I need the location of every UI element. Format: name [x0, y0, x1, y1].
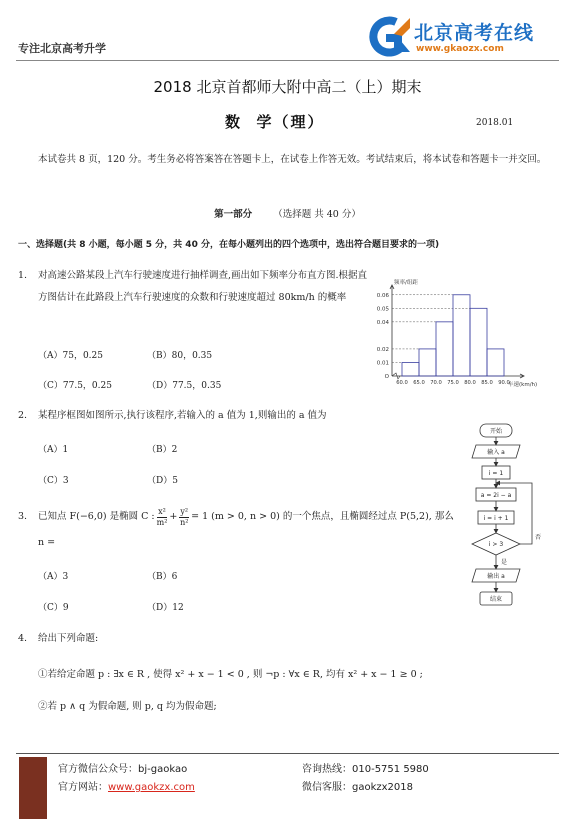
question-text-part1: 已知点 F(−6,0) 是椭圆 C : [38, 511, 155, 522]
part-desc: （选择题 共 40 分） [273, 209, 361, 220]
exam-title: 2018 北京首都师大附中高二（上）期末 [153, 78, 422, 96]
footer-accent-block [19, 757, 47, 819]
histogram-xlabel: 车速(km/h) [508, 382, 538, 388]
question-4 [18, 628, 418, 650]
option-c: （C）77.5，0.25 [38, 381, 112, 391]
proposition-1: ①若给定命题 p : ∃x ∈ R , 使得 x² + x − 1 < 0 , 则 ¬p : ∀x ∈ R, 均有 x² + x − 1 ≥ 0 ; [38, 669, 423, 680]
flow-cond-label: i > 3 [488, 541, 504, 548]
option-a: （A）1 [38, 445, 69, 455]
footer-divider [16, 753, 559, 754]
y-tick-label: 0.01 [376, 360, 389, 367]
histogram-bar [402, 362, 419, 376]
question-text: 对高速公路某段上汽车行驶速度进行抽样调查,画出如下频率分布直方图.根据直方图估计在此路段上汽车行驶速度的众数和行驶速度超过 80km/h 的概率 [38, 270, 368, 303]
section-heading: 一、选择题(共 8 小题，每小题 5 分，共 40 分，在每小题列出的四个选项中，选出符合题目要求的一项) [18, 240, 440, 250]
proposition-2: ②若 p ∧ q 为假命题, 则 p, q 均为假命题; [38, 701, 217, 712]
histogram-bar [453, 295, 470, 376]
histogram-grid [392, 295, 470, 363]
question-text: 给出下列命题: [38, 633, 99, 644]
histogram-x-ticks [396, 380, 510, 386]
flow-yes-label: 是 [500, 559, 508, 566]
frac1-numerator: x² [158, 506, 166, 516]
histogram-bar [419, 349, 436, 376]
program-flowchart [458, 420, 558, 615]
x-tick-label: 85.0 [481, 380, 493, 386]
question-number: 1. [18, 270, 28, 281]
part-heading [0, 206, 575, 220]
question-number: 3. [18, 511, 28, 522]
option-c: （C）9 [38, 603, 69, 613]
option-d: （D）5 [147, 476, 178, 486]
flow-end-label: 结束 [489, 596, 503, 603]
footer-hotline: 咨询热线：010-5751 5980 [302, 764, 429, 775]
option-d: （D）12 [147, 603, 184, 613]
flow-input-label: 输入 a [487, 449, 505, 456]
footer-site-label: 官方网站： [58, 782, 108, 793]
logo-url: www.gkaozx.com [416, 44, 504, 54]
plus-sign: + [169, 511, 178, 522]
y-origin-label: O [384, 374, 389, 380]
option-b: （B）2 [147, 445, 178, 455]
footer-wechat: 官方微信公众号：bj-gaokao [58, 764, 188, 775]
flow-no-label: 否 [534, 534, 542, 541]
y-tick-label: 0.04 [376, 319, 389, 326]
histogram-bar [436, 322, 453, 376]
y-tick-label: 0.05 [376, 306, 389, 313]
question-3-continuation: n = [38, 537, 56, 548]
question-2 [18, 405, 448, 427]
x-tick-label: 70.0 [430, 380, 442, 386]
flow-incr-label: i = i + 1 [483, 515, 509, 522]
question-number: 4. [18, 633, 28, 644]
flow-output-label: 输出 a [487, 573, 505, 580]
question-number: 2. [18, 410, 28, 421]
frequency-histogram [358, 272, 558, 392]
header-divider [16, 60, 559, 61]
question-1 [18, 265, 368, 345]
x-tick-label: 90.0 [498, 380, 510, 386]
question-text-part2: = 1 (m > 0, n > 0) 的一个焦点，且椭圆经过点 P(5,2), 那么 [191, 511, 454, 522]
exam-date: 2018.01 [476, 118, 514, 128]
instructions: 本试卷共 8 页，120 分。考生务必将答案答在答题卡上，在试卷上作答无效。考试结束后，将本试卷和答题卡一并交回。 [38, 154, 547, 165]
exam-subtitle: 数 学（理） [225, 113, 325, 131]
x-tick-label: 65.0 [413, 380, 425, 386]
flow-init-label: i = 1 [488, 470, 504, 477]
site-logo[interactable] [366, 14, 561, 64]
question-3 [18, 506, 458, 532]
frac1-denominator: m² [156, 517, 168, 527]
footer-site [58, 778, 195, 793]
option-b: （B）80，0.35 [147, 351, 213, 361]
frac2-denominator: n² [180, 517, 189, 527]
histogram-ylabel: 频率/组距 [394, 280, 418, 286]
y-tick-label: 0.06 [376, 292, 389, 299]
header-tagline: 专注北京高考升学 [18, 42, 106, 55]
flow-assign-label: a = 2i − a [480, 492, 512, 499]
x-tick-label: 80.0 [464, 380, 476, 386]
logo-mark-icon [366, 16, 412, 58]
option-a: （A）75，0.25 [38, 351, 103, 361]
flow-start-label: 开始 [489, 428, 503, 435]
histogram-bars [402, 295, 504, 376]
y-tick-label: 0.02 [376, 346, 389, 353]
logo-text: 北京高考在线 [414, 22, 535, 44]
x-tick-label: 75.0 [447, 380, 459, 386]
x-tick-label: 60.0 [396, 380, 408, 386]
question-text: 某程序框图如图所示,执行该程序,若输入的 a 值为 1,则输出的 a 值为 [38, 410, 327, 421]
part-label: 第一部分 [214, 209, 253, 220]
footer-service: 微信客服：gaokzx2018 [302, 782, 414, 793]
option-d: （D）77.5，0.35 [147, 381, 222, 391]
footer-site-link[interactable]: www.gaokzx.com [108, 782, 195, 793]
histogram-bar [487, 349, 504, 376]
histogram-bar [470, 308, 487, 376]
option-b: （B）6 [147, 572, 178, 582]
histogram-y-ticks [377, 293, 390, 380]
frac2-numerator: y² [180, 506, 189, 516]
option-c: （C）3 [38, 476, 69, 486]
option-a: （A）3 [38, 572, 69, 582]
